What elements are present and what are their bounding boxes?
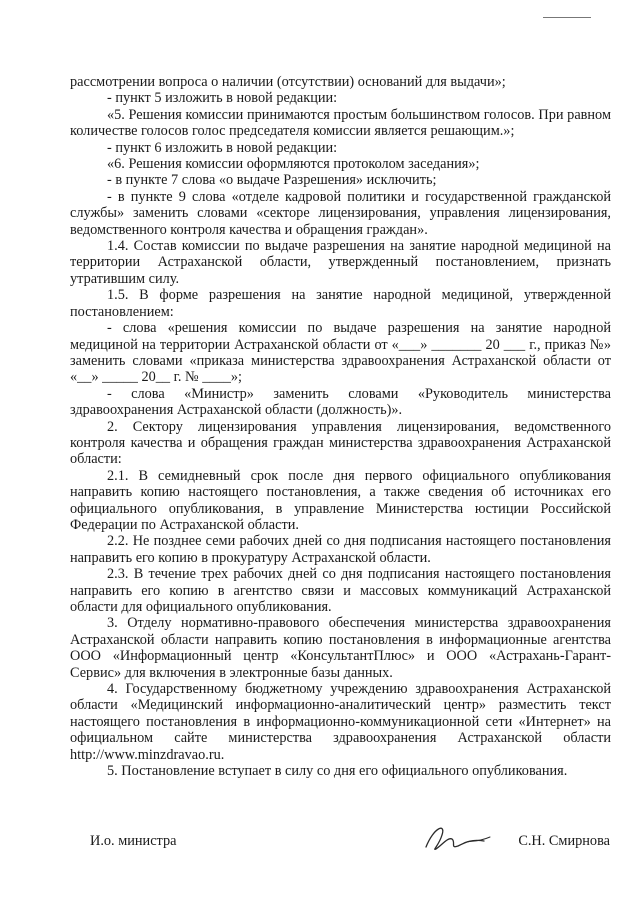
signature-block bbox=[90, 833, 610, 863]
document-paragraph: - в пункте 9 слова «отделе кадровой политики и государственной гражданской службы» заменить словами «секторе лицензирования, управления лицензирования, ведомственного контроля качества и обращения граждан». bbox=[70, 188, 611, 238]
document-paragraph: - пункт 5 изложить в новой редакции: bbox=[107, 90, 338, 107]
document-paragraph: 2.3. В течение трех рабочих дней со дня подписания настоящего постановления направить его копию в агентство связи и массовых коммуникаций Астраханской области для официального опубликования. bbox=[70, 566, 611, 615]
document-paragraph: 2.1. В семидневный срок после дня первого официального опубликования направить копию настоящего постановления, а также сведения об источниках его официального опубликования, в управление Министерства юстиции Российской Федерации по Астраханской области. bbox=[70, 467, 611, 533]
document-paragraph: 3. Отделу нормативно-правового обеспечения министерства здравоохранения Астраханской области направить копию постановления в информационные агентства ООО «Информационный центр «КонсультантПлюс» и ООО «Астрахань-Гарант-Сервис» для включения в электронные базы данных. bbox=[70, 615, 611, 681]
handwritten-signature bbox=[420, 821, 492, 857]
scan-edge-line bbox=[543, 17, 591, 18]
document-body bbox=[70, 74, 611, 779]
document-paragraph: 2. Сектору лицензирования управления лицензирования, ведомственного контроля качества и обращения граждан министерства здравоохранения Астраханской области: bbox=[70, 418, 611, 468]
document-paragraph: «6. Решения комиссии оформляются протоколом заседания»; bbox=[107, 156, 480, 173]
document-paragraph: - слова «Министр» заменить словами «Руководитель министерства здравоохранения Астраханской области (должность)». bbox=[70, 385, 611, 419]
document-paragraph: 2.2. Не позднее семи рабочих дней со дня подписания настоящего постановления направить его копию в прокуратуру Астраханской области. bbox=[70, 533, 611, 566]
document-paragraph: 4. Государственному бюджетному учреждению здравоохранения Астраханской области «Медицинский информационно-аналитический центр» разместить текст настоящего постановления в информационно-коммуникационной сети «Интернет» на официальном сайте министерства здравоохранения Астраханской области http://www.minzdravao.ru. bbox=[70, 681, 611, 763]
document-paragraph: 1.5. В форме разрешения на занятие народной медициной, утвержденной постановлением: bbox=[70, 287, 611, 320]
document-paragraph: 5. Постановление вступает в силу со дня его официального опубликования. bbox=[107, 763, 568, 780]
signatory-name: С.Н. Смирнова bbox=[518, 833, 610, 849]
document-paragraph: рассмотрении вопроса о наличии (отсутствии) оснований для выдачи»; bbox=[70, 74, 506, 90]
document-paragraph: - в пункте 7 слова «о выдаче Разрешения» исключить; bbox=[107, 172, 437, 189]
document-paragraph: «5. Решения комиссии принимаются простым большинством голосов. При равном количестве голосов голос председателя комиссии является решающим.»; bbox=[70, 106, 611, 140]
document-paragraph: - слова «решения комиссии по выдаче разрешения на занятие народной медициной на территории Астраханской области от «___» _______ 20 ___ г., приказ №» заменить словами «приказа министерства здравоохранения Астраханской области от «__» _____ 20__ г. № ____»; bbox=[70, 320, 611, 386]
signatory-position: И.о. министра bbox=[90, 833, 177, 849]
document-paragraph: - пункт 6 изложить в новой редакции: bbox=[107, 139, 338, 156]
document-paragraph: 1.4. Состав комиссии по выдаче разрешения на занятие народной медициной на территории Астраханской области, утвержденный постановлением, признать утратившим силу. bbox=[70, 238, 611, 287]
